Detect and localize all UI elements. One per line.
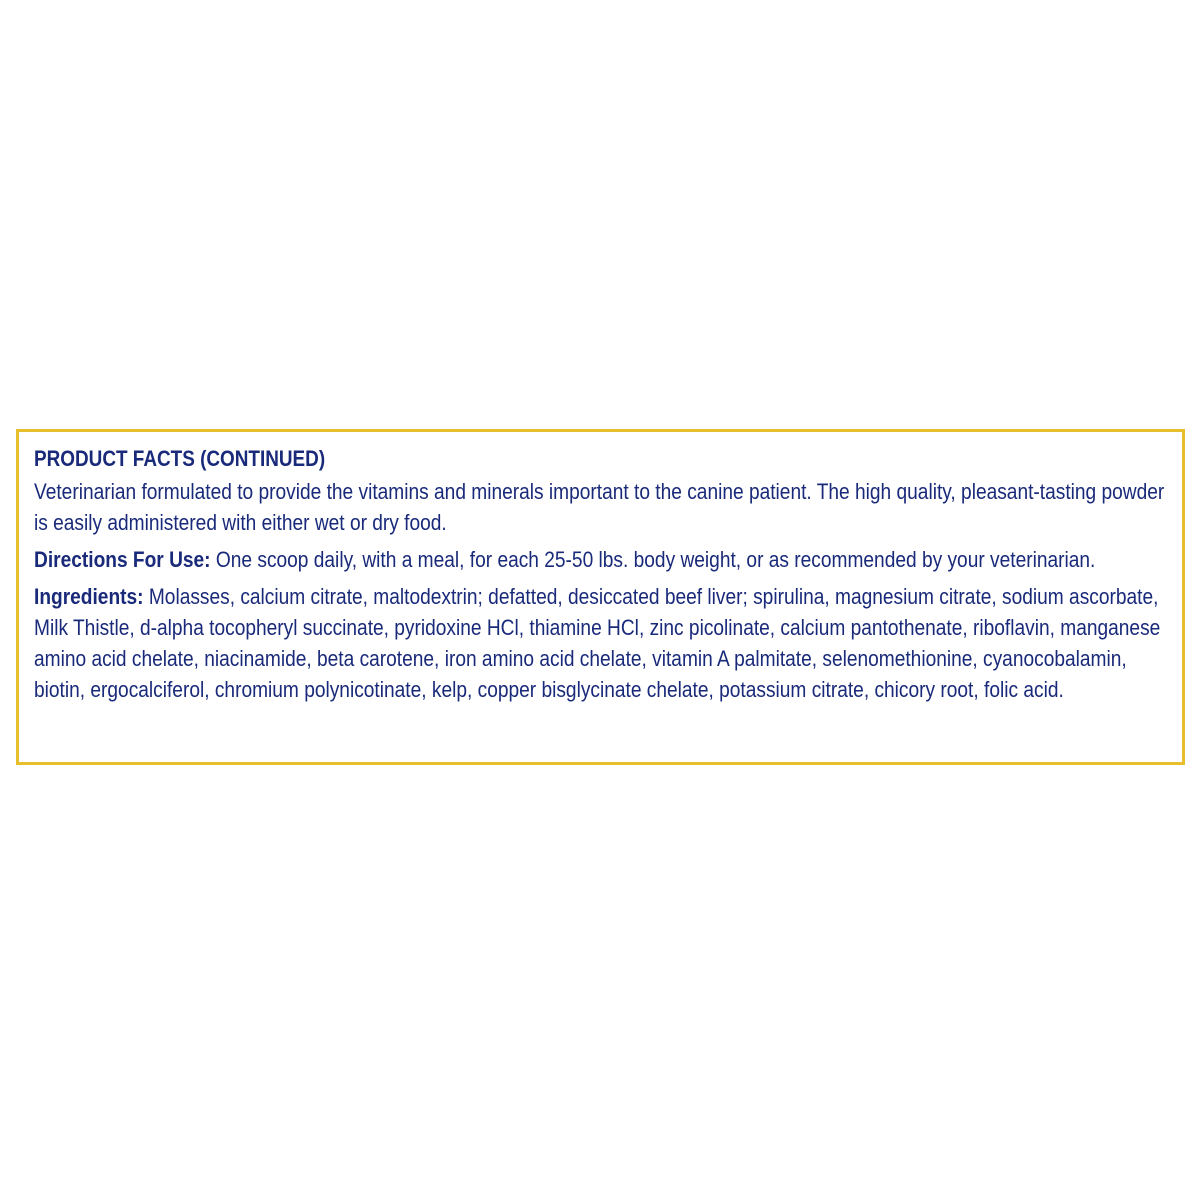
product-facts-panel: [16, 429, 1185, 765]
product-facts-title: PRODUCT FACTS (CONTINUED): [34, 446, 326, 471]
directions-label: Directions For Use:: [34, 547, 211, 572]
ingredients: [34, 581, 1176, 705]
ingredients-label: Ingredients:: [34, 584, 144, 609]
directions-for-use: [34, 544, 1176, 575]
product-facts-content: [34, 444, 1172, 705]
ingredients-text: Molasses, calcium citrate, maltodextrin; defatted, desiccated beef liver; spirulina, magnesium citrate, sodium ascorbate, Milk Thistle, d-alpha tocopheryl succinate, pyridoxine HCl, thiamine HCl, zinc picolinate, calcium pantothenate, riboflavin, manganese amino acid chelate, niacinamide, beta carotene, iron amino acid chelate, vitamin A palmitate, selenomethionine, cyanocobalamin, biotin, ergocalciferol, chromium polynicotinate, kelp, copper bisglycinate chelate, potassium citrate, chicory root, folic acid.: [34, 584, 1161, 702]
directions-text: One scoop daily, with a meal, for each 25-50 lbs. body weight, or as recommended by your veterinarian.: [215, 547, 1096, 572]
product-description: Veterinarian formulated to provide the vitamins and minerals important to the canine patient. The high quality, pleasant-tasting powder is easily administered with either wet or dry food.: [34, 479, 1165, 535]
